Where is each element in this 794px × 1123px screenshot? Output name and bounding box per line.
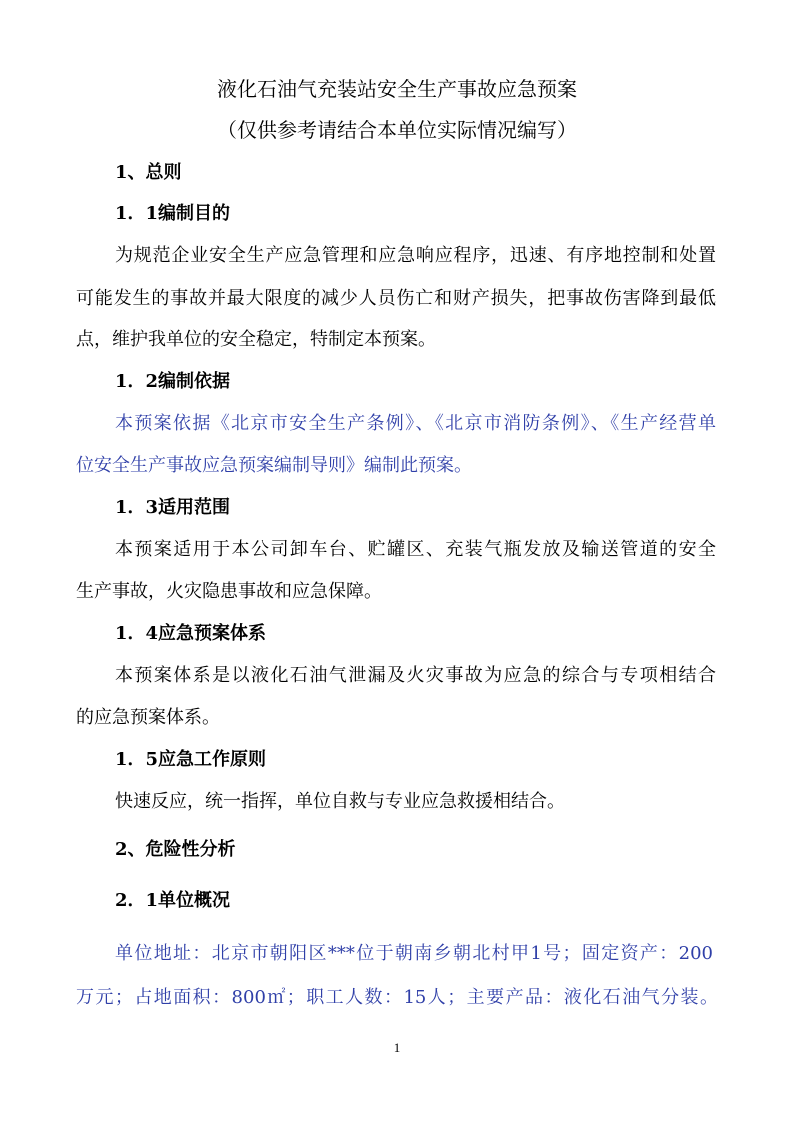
paragraph-line xyxy=(115,538,716,562)
paragraph-text: 本预案适用于本公司卸车台、贮罐区、充装气瓶发放及输送管道的安全 xyxy=(115,539,716,560)
section-heading-1-1: 1．1编制目的 xyxy=(115,203,231,224)
paragraph-text: 为规范企业安全生产应急管理和应急响应程序，迅速、有序地控制和处置 xyxy=(115,245,716,266)
paragraph-line: 点，维护我单位的安全稳定，特制定本预案。 xyxy=(76,329,436,350)
section-heading-2-1: 2．1单位概况 xyxy=(115,890,231,911)
paragraph-text: 本预案体系是以液化石油气泄漏及火灾事故为应急的综合与专项相结合 xyxy=(115,665,716,686)
paragraph-line xyxy=(76,986,718,1010)
paragraph-line xyxy=(76,287,716,311)
paragraph-line xyxy=(115,412,716,436)
paragraph-line xyxy=(115,942,713,966)
section-heading-2: 2、危险性分析 xyxy=(115,839,236,860)
paragraph-text: 可能发生的事故并最大限度的减少人员伤亡和财产损失，把事故伤害降到最低 xyxy=(76,288,716,309)
paragraph-text: 本预案依据《北京市安全生产条例》、《北京市消防条例》、《生产经营单 xyxy=(115,413,716,434)
section-heading-1-2: 1．2编制依据 xyxy=(115,371,231,392)
paragraph-text: 单位地址：北京市朝阳区***位于朝南乡朝北村甲1号；固定资产：200 xyxy=(115,943,713,964)
section-heading-1-3: 1．3适用范围 xyxy=(115,497,231,518)
paragraph-text: 万元；占地面积：800㎡；职工人数：15人；主要产品：液化石油气分装。 xyxy=(76,987,718,1008)
paragraph-line: 的应急预案体系。 xyxy=(76,707,220,728)
document-title: 液化石油气充装站安全生产事故应急预案 xyxy=(217,77,577,101)
paragraph-line: 生产事故，火灾隐患事故和应急保障。 xyxy=(76,581,382,602)
document-subtitle: （仅供参考请结合本单位实际情况编写） xyxy=(217,118,577,142)
page-number: 1 xyxy=(393,1040,401,1055)
section-heading-1-4: 1．4应急预案体系 xyxy=(115,623,267,644)
paragraph-line xyxy=(115,244,716,268)
paragraph-line: 快速反应，统一指挥，单位自救与专业应急救援相结合。 xyxy=(115,791,565,812)
section-heading-1: 1、总则 xyxy=(115,162,182,183)
paragraph-line xyxy=(115,664,716,688)
paragraph-line: 位安全生产事故应急预案编制导则》编制此预案。 xyxy=(76,455,472,476)
section-heading-1-5: 1．5应急工作原则 xyxy=(115,749,267,770)
